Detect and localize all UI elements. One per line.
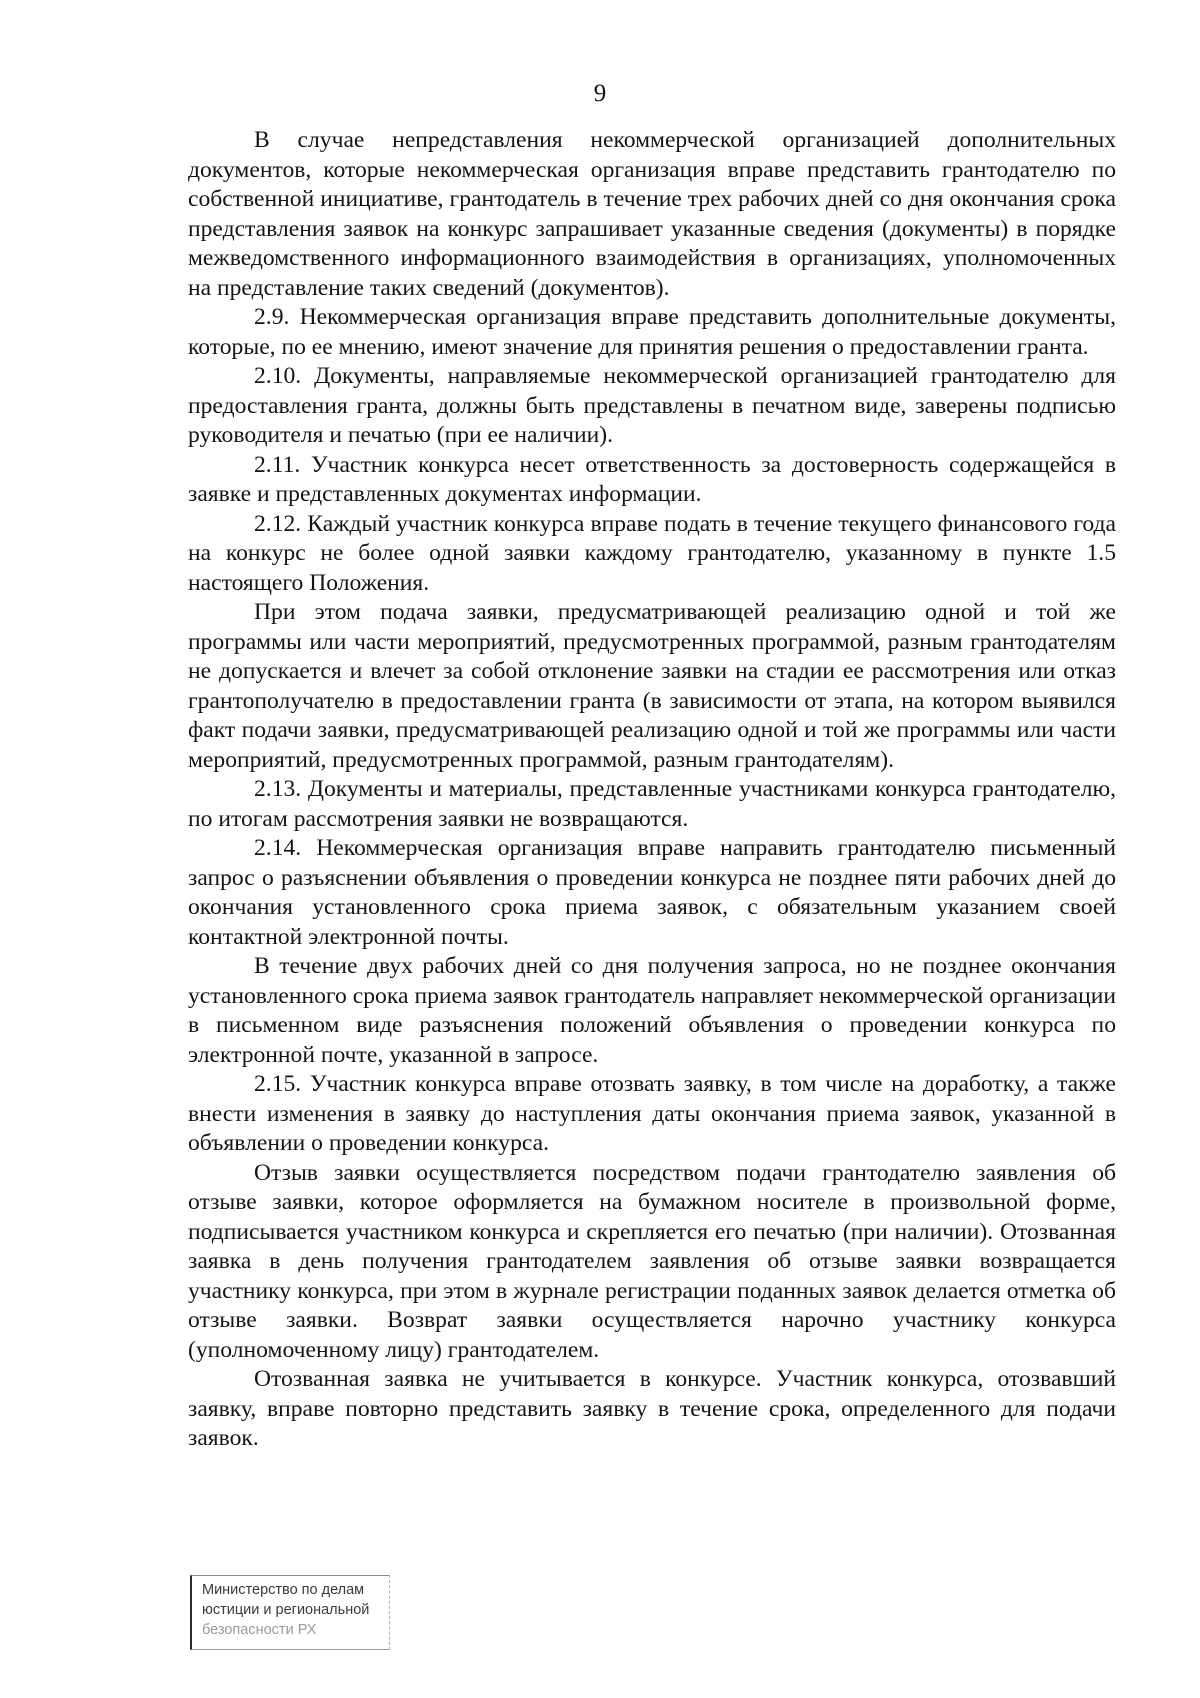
stamp-line-1: Министерство по делам (202, 1582, 365, 1598)
paragraph-2-12-continued: При этом подача заявки, предусматривающей реализацию одной и той же программы или части мероприятий, предусмотренных программой, разным грантодателям не допускается и влечет за собой отклонение заявки на стадии ее рассмотрения или отказ грантополучателю в предоставлении гранта (в зависимости от этапа, на котором выявился факт подачи заявки, предусматривающей реализацию одной и той же программы или части мероприятий, предусмотренных программой, разным грантодателям). (188, 599, 1116, 773)
document-body (188, 126, 1116, 1454)
paragraph-2-13: 2.13. Документы и материалы, представленные участниками конкурса грантодателю, по итогам рассмотрения заявки не возвращаются. (188, 776, 1116, 832)
ministry-stamp (190, 1575, 390, 1650)
paragraph-2-15-withdrawal: Отзыв заявки осуществляется посредством подачи грантодателю заявления об отзыве заявки, которое оформляется на бумажном носителе в произвольной форме, подписывается участником конкурса и скрепляется его печатью (при наличии). Отозванная заявка в день получения грантодателем заявления об отзыве заявки возвращается участнику конкурса, при этом в журнале регистрации поданных заявок делается отметка об отзыве заявки. Возврат заявки осуществляется нарочно участнику конкурса (уполномоченному лицу) грантодателем. (188, 1159, 1116, 1363)
stamp-line-2: юстиции и региональной (202, 1602, 370, 1618)
paragraph-2-14-continued: В течение двух рабочих дней со дня получения запроса, но не позднее окончания установленного срока приема заявок грантодатель направляет некоммерческой организации в письменном виде разъяснения положений объявления о проведении конкурса по электронной почте, указанной в запросе. (188, 953, 1116, 1068)
paragraph-2-12: 2.12. Каждый участник конкурса вправе подать в течение текущего финансового года на конкурс не более одной заявки каждому грантодателю, указанному в пункте 1.5 настоящего Положения. (188, 510, 1116, 596)
stamp-line-3: безопасности РХ (202, 1622, 317, 1638)
paragraph-2-9: 2.9. Некоммерческая организация вправе представить дополнительные документы, которые, по ее мнению, имеют значение для принятия решения о предоставлении гранта. (188, 304, 1116, 360)
paragraph-2-10: 2.10. Документы, направляемые некоммерческой организацией грантодателю для предоставления гранта, должны быть представлены в печатном виде, заверены подписью руководителя и печатью (при ее наличии). (188, 363, 1116, 448)
paragraph-2-14: 2.14. Некоммерческая организация вправе направить грантодателю письменный запрос о разъяснении объявления о проведении конкурса не позднее пяти рабочих дней до окончания установленного срока приема заявок, с обязательным указанием своей контактной электронной почты. (188, 835, 1116, 950)
paragraph-non-submission: В случае непредставления некоммерческой организацией дополнительных документов, которые некоммерческая организация вправе представить грантодателю по собственной инициативе, грантодатель в течение трех рабочих дней со дня окончания срока представления заявок на конкурс запрашивает указанные сведения (документы) в порядке межведомственного информационного взаимодействия в организациях, уполномоченных на представление таких сведений (документов). (188, 127, 1116, 301)
paragraph-2-15: 2.15. Участник конкурса вправе отозвать заявку, в том числе на доработку, а также внести изменения в заявку до наступления даты окончания приема заявок, указанной в объявлении о проведении конкурса. (188, 1071, 1116, 1156)
page-number: 9 (593, 80, 607, 107)
paragraph-2-11: 2.11. Участник конкурса несет ответственность за достоверность содержащейся в заявке и представленных документах информации. (188, 451, 1116, 507)
paragraph-2-15-resubmission: Отозванная заявка не учитывается в конкурсе. Участник конкурса, отозвавший заявку, вправе повторно представить заявку в течение срока, определенного для подачи заявок. (188, 1366, 1116, 1451)
